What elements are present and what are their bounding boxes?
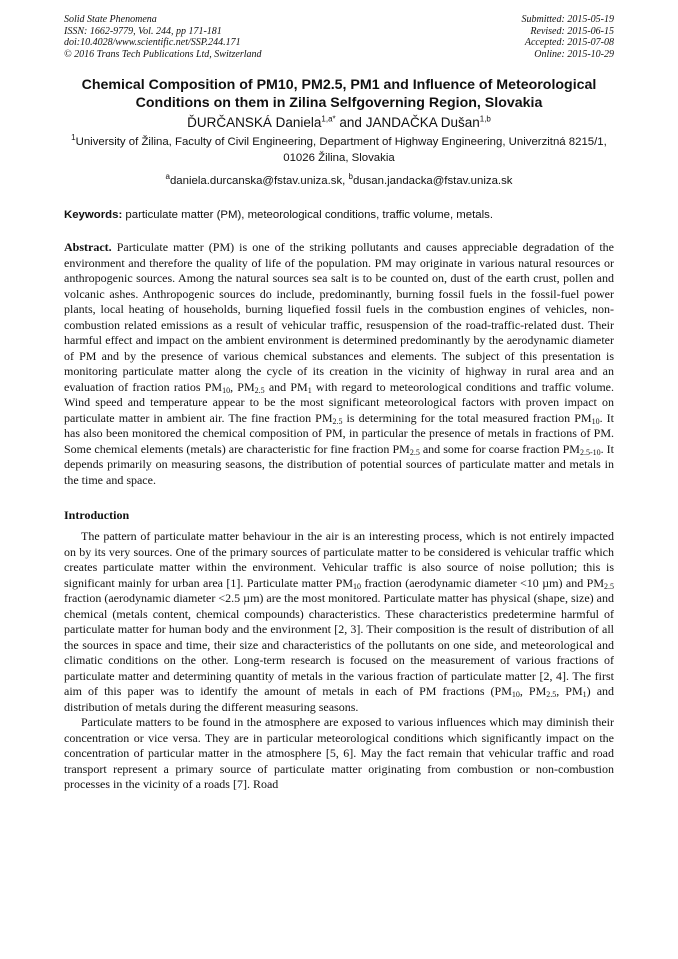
paragraph: Particulate matters to be found in the atmosphere are exposed to various influences which may diminish their concentration or vice versa. They are in particular meteorological conditions which significantly impact on the concentration of particular matter in the atmosphere [5, 6]. May the fact remain that vehicular traffic and road transport represent a primary source of particulate matter originating from combustion or non-combustion processes in the vicinity of a roads [7]. Road — [64, 715, 614, 791]
email-link[interactable]: daniela.durcanska@fstav.uniza.sk, — [169, 175, 346, 187]
subscript: 2.5 — [332, 416, 343, 426]
affiliation — [64, 134, 614, 166]
journal-name: Solid State Phenomena — [64, 14, 157, 25]
author-conjunction: and — [339, 115, 362, 130]
text-run: Particulate matter (PM) is one of the striking pollutants and causes appreciable degradation of the environment and therefore the quality of life of the population. PM may originate in various natural resources or anthropogenic sources. Among the natural sources sea salt is to be counted on, dust of the earth crust, pollen and volcanic ashes. Anthropogenic sources do include, predominantly, burning fossil fuels in the fossil-fuel power plants, local heating of households, burning liquefied fossil fuels in the combustion engines of vehicles, non-combustion related emissions as a result of vehicular traffic, resuspension of the road-traffic-related dust. Their harmful effect and impact on the ambient environment is determined predominantly by the aerodynamic diameter of PM and by the presence of various chemical substances and elements. The subject of this presentation is monitoring particulate matter along the cycle of its creation in the vicinity of highway in rural area and an evaluation of fraction ratios PM — [64, 240, 614, 394]
doi: doi:10.4028/www.scientific.net/SSP.244.171 — [64, 37, 241, 48]
submitted-date: Submitted: 2015-05-19 — [521, 14, 614, 25]
text-run: The pattern of particulate matter behaviour in the air is an interesting process, which is not entirely impacted on by its very sources. One of the primary sources of particulate matter to be considered is vehicular traffic which creates particulate matter within the environment. Vehicular traffic is also source of noise pollution; this is significant mainly for urban area [1]. Particulate matter PM — [64, 529, 614, 590]
text-run: is determining for the total measured fraction PM — [342, 410, 592, 425]
keywords — [64, 209, 614, 221]
copyright: © 2016 Trans Tech Publications Ltd, Switzerland — [64, 48, 262, 60]
abstract — [64, 240, 614, 488]
email-superscript: b — [348, 172, 353, 182]
author-name: JANDAČKA Dušan — [365, 115, 480, 130]
paragraph — [64, 529, 614, 715]
keywords-label: Keywords: — [64, 209, 123, 221]
issn: ISSN: 1662-9779, Vol. 244, pp 171-181 — [64, 25, 222, 37]
text-run: , PM — [556, 684, 583, 698]
affiliation-text: University of Žilina, Faculty of Civil Engineering, Department of Highway Engineering, Univerzitná 8215/1, 01026 Žilina, Slovakia — [75, 136, 607, 164]
paper-title: Chemical Composition of PM10, PM2.5, PM1 and Influence of Meteorological Conditions on them in Zilina Selfgoverning Region, Slovakia — [81, 77, 597, 111]
email-link[interactable]: dusan.jandacka@fstav.uniza.sk — [352, 175, 513, 187]
text-run: ) and distribution of metals during the different measuring seasons. — [64, 684, 615, 714]
accepted-date: Accepted: 2015-07-08 — [524, 37, 614, 48]
author-name: ĎURČANSKÁ Daniela — [187, 115, 322, 130]
text-run: . It depends primarily on measuring seasons, the distribution of potential sources of particulate matter and metals in the time and space. — [64, 441, 615, 487]
subscript: 2.5-10 — [579, 447, 601, 457]
page-header — [64, 14, 614, 60]
text-run: fraction (aerodynamic diameter <2.5 µm) are the most monitored. Particulate matter has physical (shape, size) and chemical (metals content, chemical compounds) characteristics. These characteristics predetermine harmful of particulate matter for human body and the environment [2, 3]. Their composition is the result of distribution of all the sources in space and time, their size and characteristics of the pollutants on one side, and meteorological and climatic conditions on the other. Long-term research is focused on the measurement of various fractions of particulate matter and determining quantity of metals in the various fraction of particulate matter [2, 4]. The first aim of this paper was to identify the amount of metals in each of PM fractions (PM — [64, 591, 614, 698]
text-run: fraction (aerodynamic diameter <10 µm) and PM — [361, 575, 604, 590]
dates-info — [522, 14, 615, 60]
keywords-text: particulate matter (PM), meteorological conditions, traffic volume, metals. — [125, 209, 494, 221]
affiliation-superscript: 1 — [71, 133, 76, 143]
subscript: 2.5 — [409, 447, 420, 457]
subscript: 10 — [222, 385, 231, 395]
author-superscript: 1,b — [479, 114, 491, 124]
subscript: 2.5 — [546, 690, 557, 699]
text-run: and PM — [264, 379, 308, 394]
online-date: Online: 2015-10-29 — [534, 48, 614, 60]
text-run: , PM — [230, 379, 255, 394]
section-heading: Introduction — [64, 508, 130, 522]
abstract-label: Abstract. — [64, 240, 112, 254]
text-run: , PM — [519, 684, 547, 698]
revised-date: Revised: 2015-06-15 — [530, 25, 614, 37]
subscript: 10 — [591, 416, 600, 426]
text-run: . It has also been monitored the chemical composition of PM, in particular the presence of metals in fractions of PM. Some chemical elements (metals) are characteristic for fine fraction PM — [64, 410, 614, 456]
text-run: with regard to meteorological conditions and traffic volume. Wind speed and temperature appear to be the most significant meteorological factors with proven impact on particulate matter in ambient air. The fine fraction PM — [64, 379, 615, 425]
subscript: 1 — [307, 385, 312, 395]
subscript: 2.5 — [604, 581, 614, 591]
author-list — [64, 115, 614, 130]
subscript: 1 — [582, 690, 587, 699]
email-superscript: a — [165, 172, 170, 182]
subscript: 2.5 — [254, 385, 265, 395]
journal-info — [64, 14, 262, 60]
introduction-body — [64, 529, 614, 793]
text-run: and some for coarse fraction PM — [419, 441, 580, 456]
email-list — [64, 172, 614, 187]
subscript: 10 — [353, 581, 362, 591]
subscript: 10 — [511, 690, 520, 699]
author-superscript: 1,a* — [321, 114, 336, 124]
